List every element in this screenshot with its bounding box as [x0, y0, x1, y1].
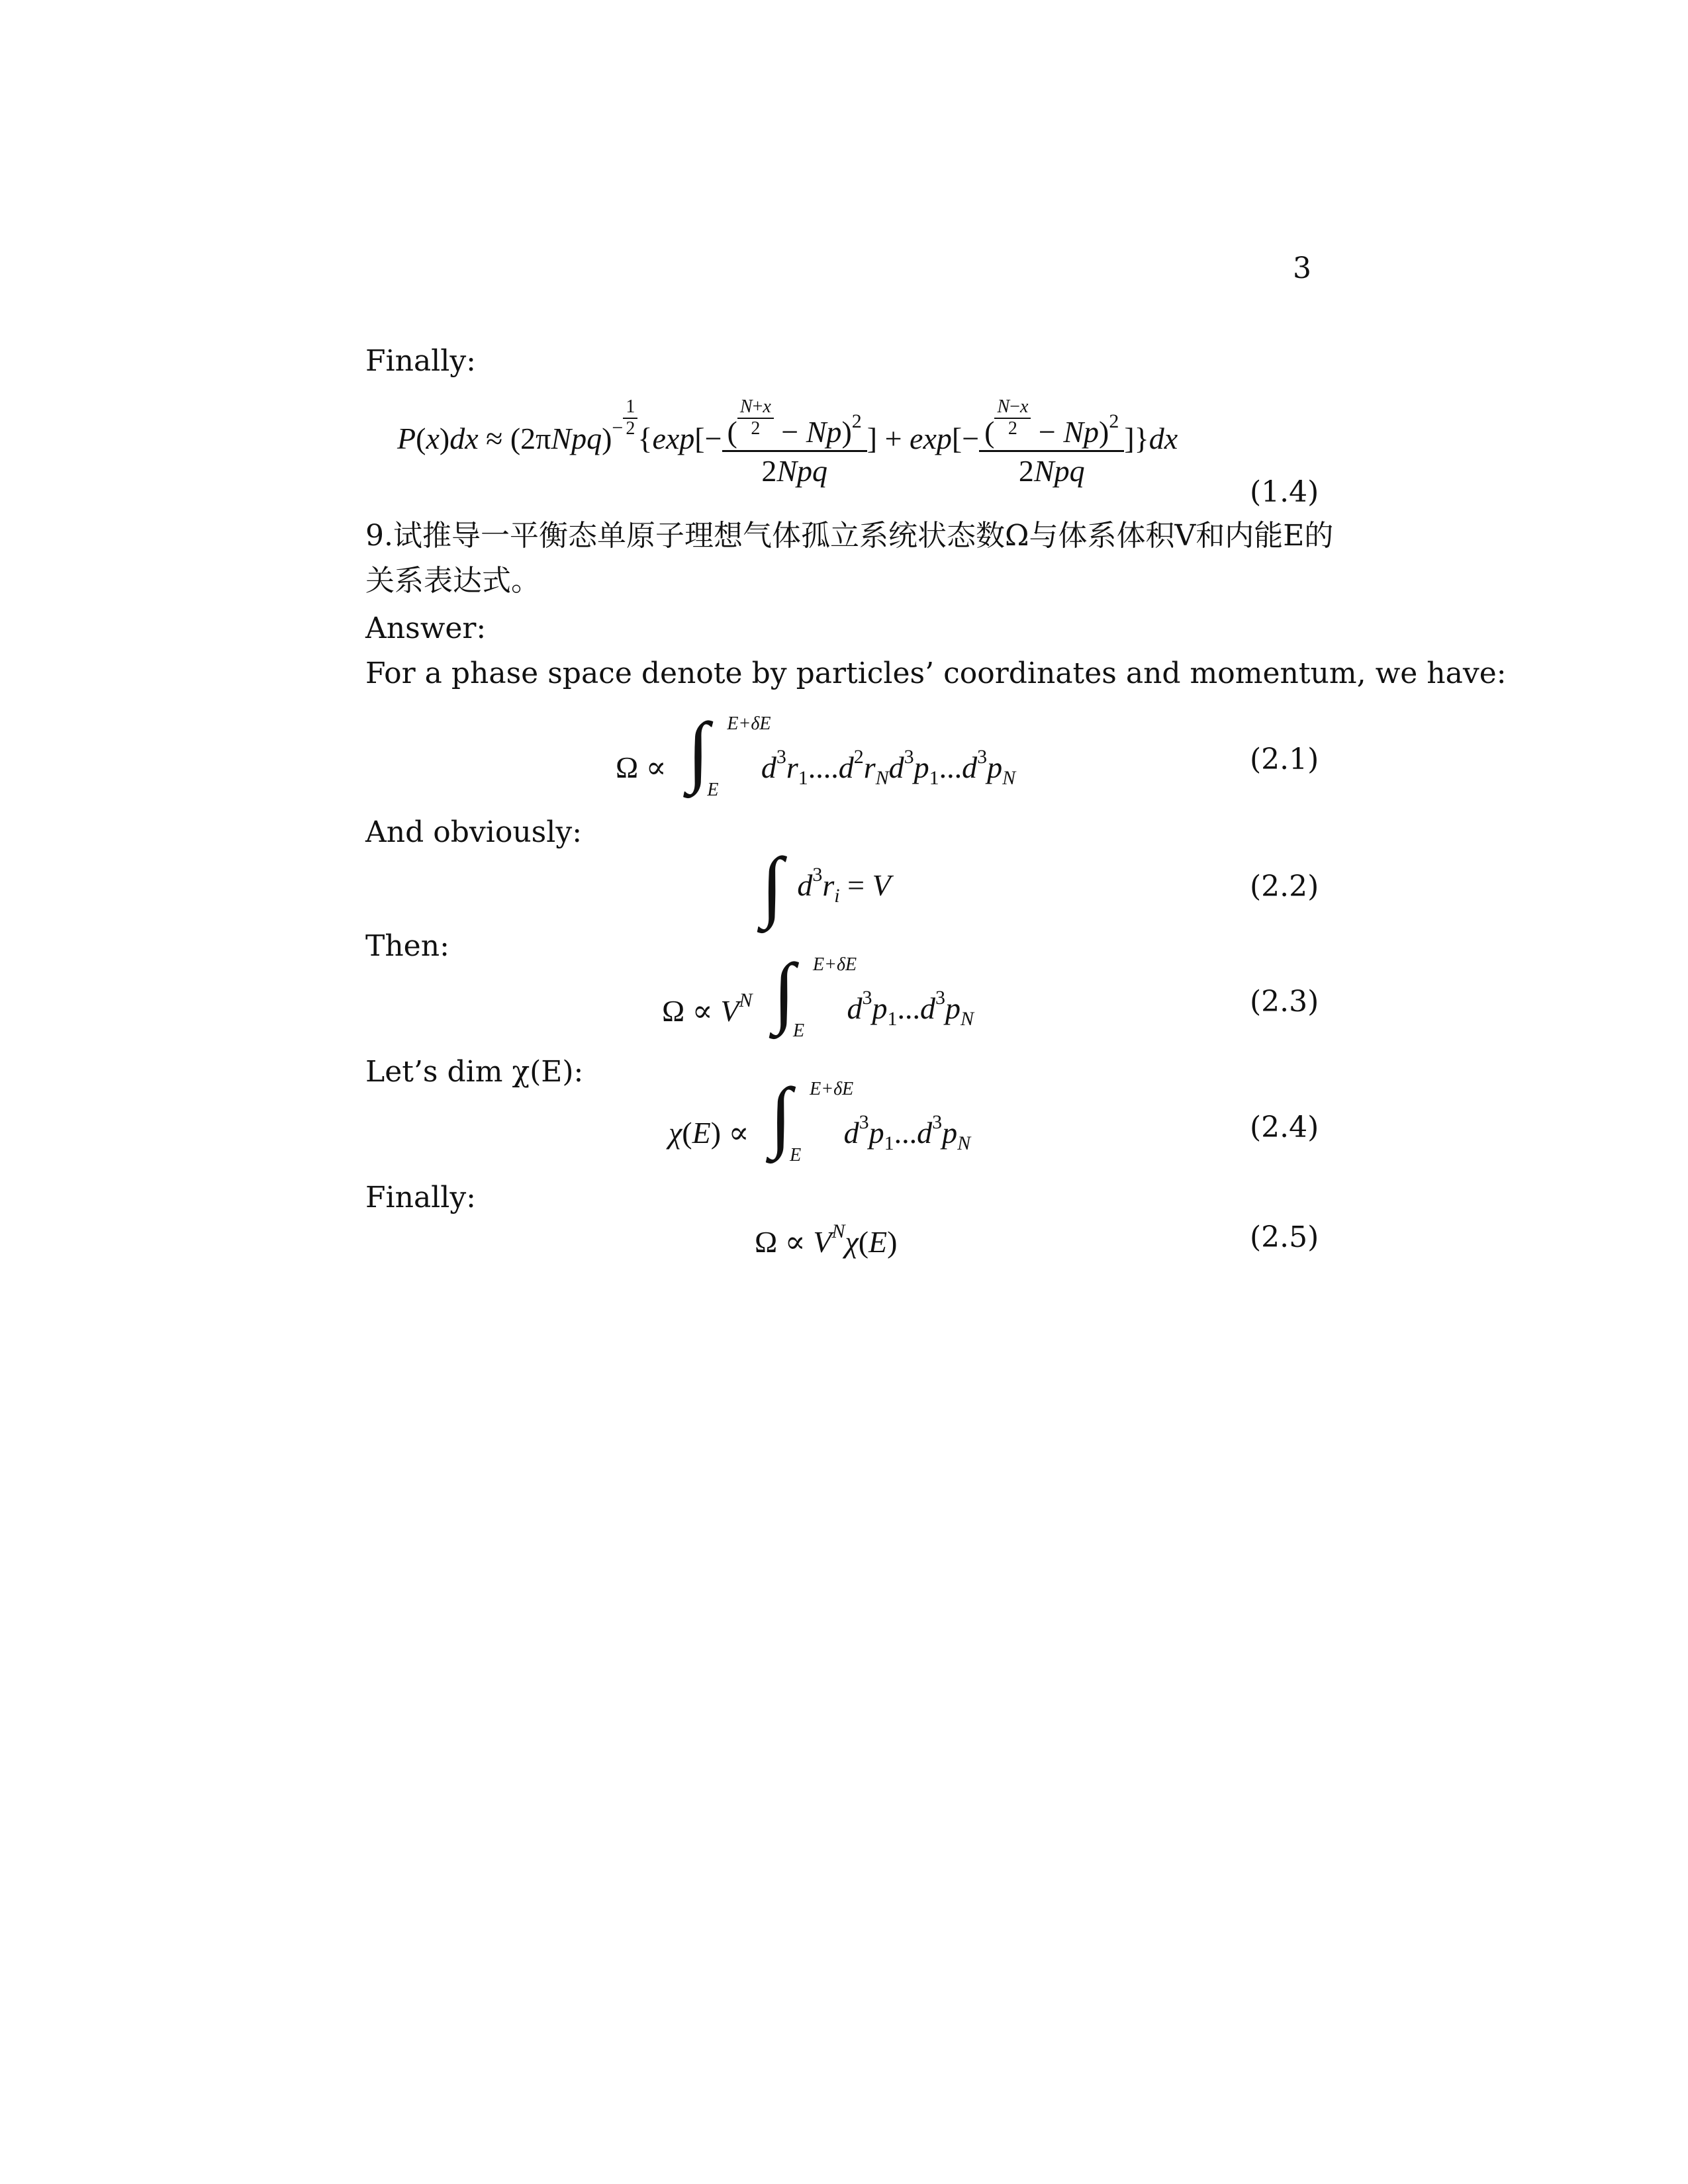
equation-number-2-2: (2.2): [1250, 870, 1319, 903]
equation-2-4: χ(E) ∝ ∫ E+δE E $d^3p_1...d^3p_N$: [669, 1071, 971, 1165]
equation-2-1: Ω ∝ ∫ E+δE E $d^3r_1....d^2r_Nd^3p_1...d^3p_N$: [616, 706, 1016, 800]
equation-2-5: $\Omega \propto V^N\chi(E)$: [755, 1220, 898, 1259]
equation-number-1-4: (1.4): [1250, 475, 1319, 509]
equation-number-2-4: (2.4): [1250, 1111, 1319, 1144]
question-line-1: 9.试推导一平衡态单原子理想气体孤立系统状态数Ω与体系体积V和内能E的: [365, 519, 1334, 553]
question-line-2: 关系表达式。: [365, 564, 540, 598]
equation-1-4: $P(x)dx \approx (2\pi Npq)^{- \frac{1}{2}}$ {exp[− ( $\frac{N+x}{2}$ − Np)$^2$ 2Npq ] + exp[− ( $\frac{N-x}{2}$ − Np)$^2$ 2Npq ]}dx: [397, 396, 1178, 488]
finally-label-2: Finally:: [365, 1181, 476, 1214]
lets-dim-label: Let’s dim χ(E):: [365, 1055, 584, 1089]
equation-2-2: ∫ $d^3r_i = V$: [761, 841, 891, 929]
phase-space-sentence: For a phase space denote by particles’ coordinates and momentum, we have:: [365, 657, 1507, 690]
equation-number-2-5: (2.5): [1250, 1220, 1319, 1254]
equation-number-2-3: (2.3): [1250, 985, 1319, 1019]
equation-2-3: $\Omega \propto V^N$ ∫ E+δE E $d^3p_1...d^3p_N$: [662, 947, 974, 1041]
answer-label: Answer:: [365, 612, 487, 645]
and-obviously-label: And obviously:: [365, 815, 583, 849]
equation-number-2-1: (2.1): [1250, 743, 1319, 776]
then-label: Then:: [365, 929, 449, 963]
page-number: 3: [1293, 251, 1311, 285]
finally-label-1: Finally:: [365, 344, 476, 378]
